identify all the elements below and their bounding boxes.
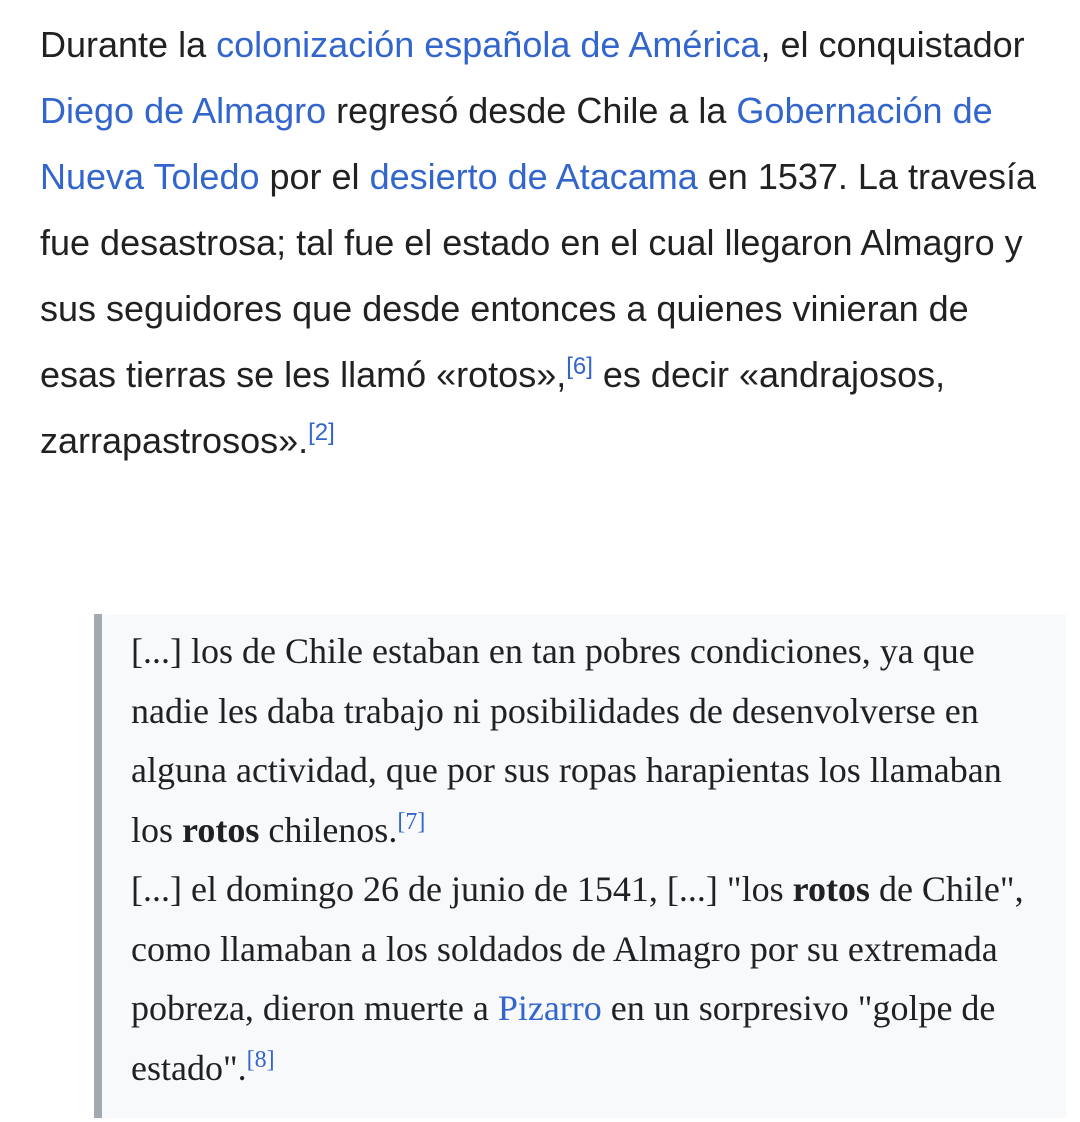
quote-segment: [...] el domingo 26 de junio de 1541, [...] "los xyxy=(131,869,793,909)
reference-superscript xyxy=(397,809,425,835)
intro-paragraph xyxy=(40,12,1050,474)
reference-link-6[interactable]: [6] xyxy=(566,353,593,380)
quote-text xyxy=(131,622,1046,1098)
reference-link-7[interactable]: [7] xyxy=(397,808,426,835)
paragraph-text: por el xyxy=(259,156,370,197)
quote-segment: de Chile", como llamaban a los soldados de Almagro por su extremada pobreza, dieron muerte a xyxy=(131,869,1024,1028)
reference-superscript xyxy=(308,419,335,446)
reference-link-2[interactable]: [2] xyxy=(308,419,335,446)
reference-link-8[interactable]: [8] xyxy=(246,1046,275,1073)
bold-term-rotos: rotos xyxy=(792,869,870,909)
paragraph-text: regresó desde Chile a la xyxy=(326,90,737,131)
link-diego-de-almagro[interactable]: Diego de Almagro xyxy=(40,90,327,131)
quote-segment: chilenos. xyxy=(259,809,398,850)
bold-term-rotos: rotos xyxy=(182,809,260,850)
quote-segment: en un sorpresivo "golpe de estado". xyxy=(131,988,996,1088)
paragraph-text: en 1537. La travesía fue desastrosa; tal fue el estado en el cual llegaron Almagro y sus seguidores que desde entonces a quienes vinieran de esas tierras se les llamó «rotos», xyxy=(40,156,1037,395)
paragraph-text: es decir «andrajosos, zarrapastrosos». xyxy=(40,354,946,461)
link-colonizacion-espanola[interactable]: colonización española de América xyxy=(216,24,761,65)
paragraph-text: Durante la xyxy=(40,24,217,65)
paragraph-text: , el conquistador xyxy=(760,24,1025,65)
reference-superscript xyxy=(247,1047,275,1073)
reference-superscript xyxy=(566,353,593,380)
blockquote xyxy=(94,614,1066,1118)
quote-segment: [...] los de Chile estaban en tan pobres condiciones, ya que nadie les daba trabajo ni posibilidades de desenvolverse en alguna actividad, que por sus ropas harapientas los llamaban los xyxy=(131,631,1002,850)
link-gobernacion-nueva-toledo[interactable]: Gobernación de Nueva Toledo xyxy=(40,90,993,197)
link-desierto-de-atacama[interactable]: desierto de Atacama xyxy=(369,156,698,197)
article-body xyxy=(40,12,1050,474)
link-pizarro[interactable]: Pizarro xyxy=(497,988,602,1028)
